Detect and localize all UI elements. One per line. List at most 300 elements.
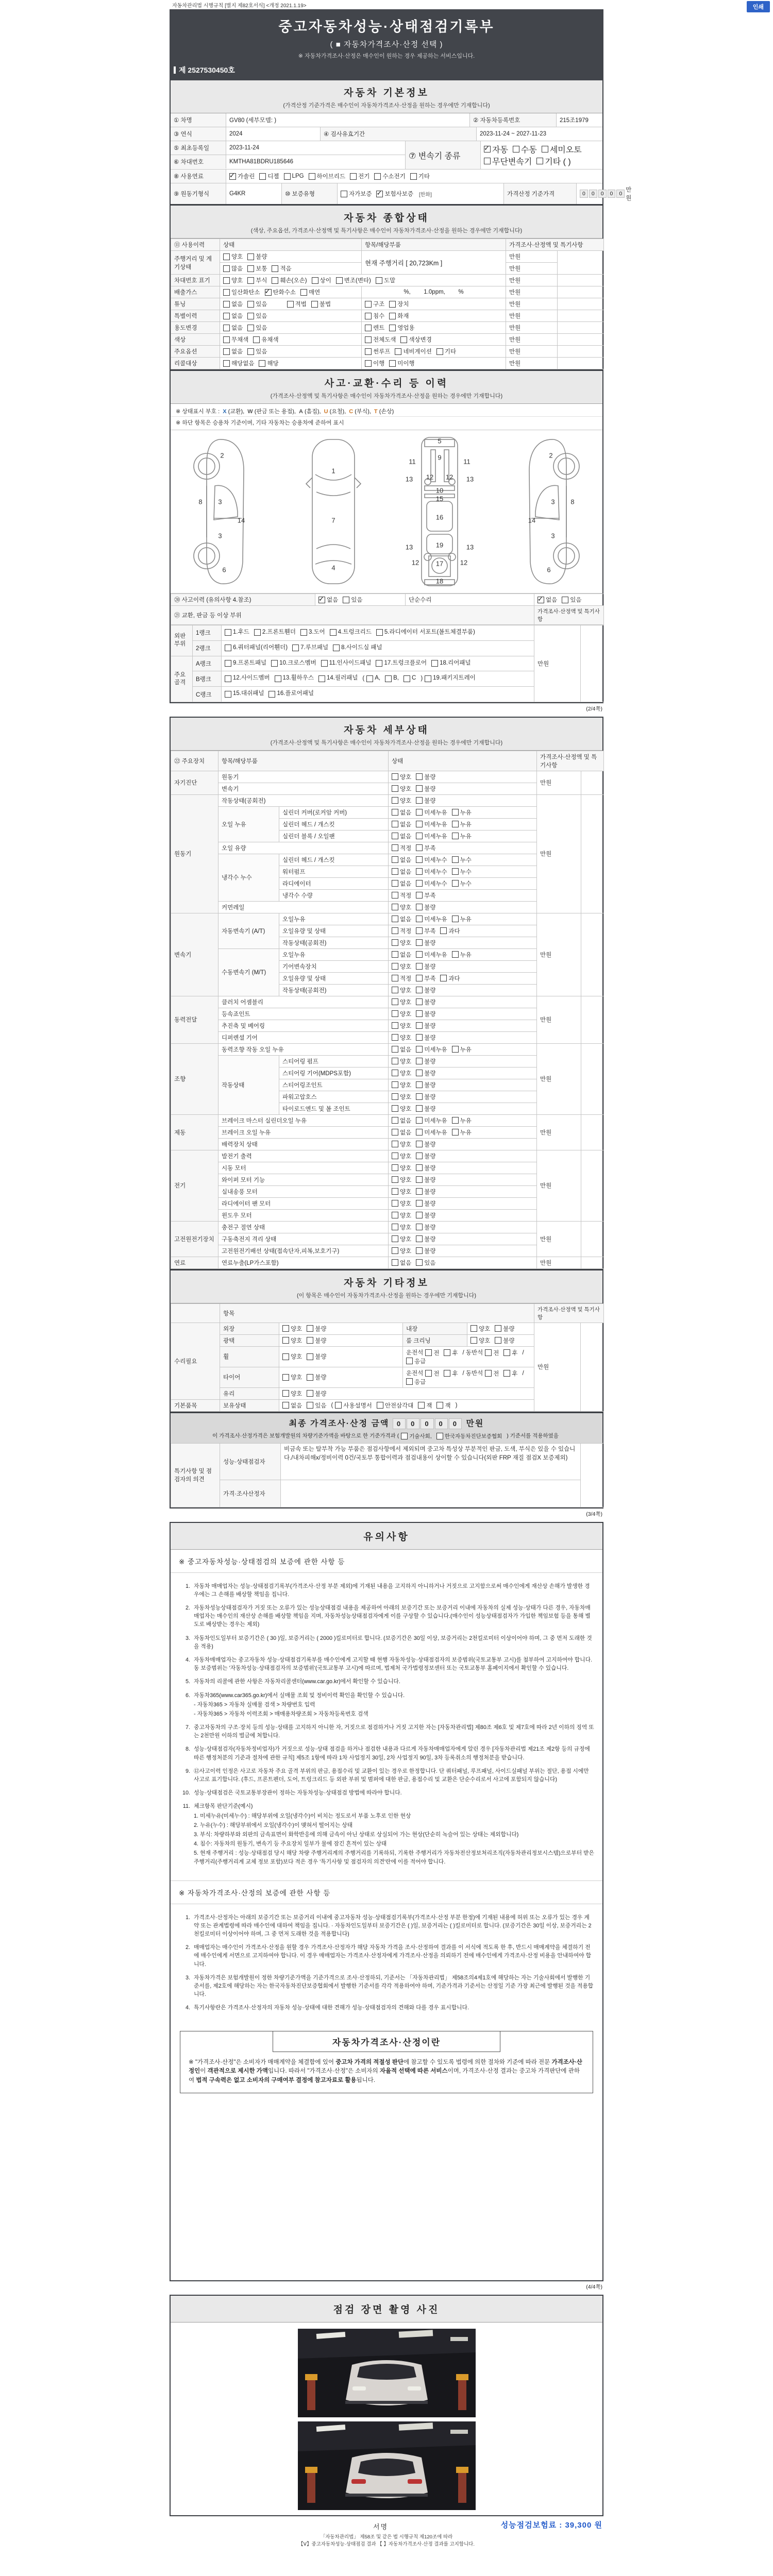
- checkbox-미세누유[interactable]: [416, 1116, 447, 1125]
- checkbox-box[interactable]: [300, 629, 307, 636]
- checkbox-적음[interactable]: [272, 264, 291, 273]
- checkbox-양호[interactable]: [392, 998, 411, 1006]
- checkbox-box[interactable]: [307, 1325, 313, 1332]
- checkbox-box[interactable]: [272, 265, 278, 272]
- checkbox-기타[interactable]: [436, 347, 456, 355]
- checkbox-누유[interactable]: [452, 915, 472, 923]
- checkbox-불량[interactable]: [416, 1235, 435, 1243]
- checkbox-box[interactable]: [389, 313, 396, 319]
- checkbox-box[interactable]: [307, 1390, 313, 1397]
- checkbox-box[interactable]: [485, 1349, 492, 1356]
- checkbox-있음[interactable]: [247, 347, 267, 355]
- checkbox-box[interactable]: [392, 773, 398, 780]
- checkbox-box[interactable]: [392, 939, 398, 946]
- checkbox-box[interactable]: [392, 809, 398, 816]
- checkbox-box[interactable]: [495, 1337, 501, 1344]
- checkbox-box[interactable]: [392, 821, 398, 827]
- checkbox-양호[interactable]: [392, 1223, 411, 1231]
- checkbox-box[interactable]: [392, 844, 398, 851]
- checkbox-box[interactable]: [452, 951, 459, 958]
- checkbox-불량[interactable]: [495, 1336, 514, 1345]
- checkbox-렌트[interactable]: [365, 324, 384, 332]
- checkbox-보통[interactable]: [247, 264, 267, 273]
- checkbox-불량[interactable]: [416, 1010, 435, 1018]
- checkbox-12.사이드멤버[interactable]: [225, 673, 270, 684]
- checkbox-양호[interactable]: [392, 1093, 411, 1101]
- checkbox-11.인사이드패널[interactable]: [321, 658, 372, 669]
- checkbox-양호[interactable]: [392, 1199, 411, 1208]
- checkbox-양호[interactable]: [392, 1140, 411, 1148]
- checkbox-잭[interactable]: [436, 1401, 450, 1410]
- checkbox-box[interactable]: [247, 277, 254, 284]
- checkbox-양호[interactable]: [392, 1188, 411, 1196]
- checkbox-box[interactable]: [395, 348, 401, 355]
- checkbox-box[interactable]: [452, 821, 459, 827]
- checkbox-불량[interactable]: [416, 1022, 435, 1030]
- checkbox-box[interactable]: [392, 1081, 398, 1088]
- checkbox-box[interactable]: [392, 998, 398, 1005]
- checkbox-box[interactable]: [452, 868, 459, 875]
- checkbox-box[interactable]: [436, 1402, 443, 1409]
- checkbox-box[interactable]: [300, 289, 307, 296]
- checkbox-box[interactable]: [416, 809, 423, 816]
- checkbox-미세누수[interactable]: [416, 856, 447, 864]
- checkbox-box[interactable]: [223, 313, 230, 319]
- checkbox-box[interactable]: [223, 360, 230, 367]
- checkbox-전[interactable]: [485, 1369, 499, 1378]
- checkbox-없음[interactable]: [223, 347, 243, 355]
- checkbox-box[interactable]: [247, 265, 254, 272]
- checkbox-양호[interactable]: [392, 1235, 411, 1243]
- checkbox-과다[interactable]: [440, 974, 460, 982]
- checkbox-불량[interactable]: [416, 1176, 435, 1184]
- checkbox-A,[interactable]: [366, 673, 380, 684]
- checkbox-탄화수소[interactable]: [265, 288, 296, 296]
- checkbox-box[interactable]: [376, 191, 383, 197]
- checkbox-box[interactable]: [392, 1105, 398, 1112]
- checkbox-불량[interactable]: [416, 1081, 435, 1089]
- checkbox-box[interactable]: [416, 1010, 423, 1017]
- checkbox-box[interactable]: [406, 1378, 413, 1385]
- checkbox-없음[interactable]: [392, 1259, 411, 1267]
- checkbox-box[interactable]: [377, 1402, 383, 1409]
- checkbox-box[interactable]: [392, 1164, 398, 1171]
- checkbox-구조[interactable]: [365, 300, 384, 308]
- checkbox-box[interactable]: [223, 336, 230, 343]
- checkbox-box[interactable]: [333, 645, 340, 651]
- checkbox-응급[interactable]: [406, 1357, 426, 1365]
- checkbox-양호[interactable]: [392, 1033, 411, 1042]
- checkbox-box[interactable]: [537, 597, 544, 603]
- checkbox-불량[interactable]: [416, 1211, 435, 1219]
- checkbox-box[interactable]: [275, 675, 281, 682]
- checkbox-box[interactable]: [365, 301, 372, 308]
- checkbox-box[interactable]: [416, 1188, 423, 1195]
- checkbox-box[interactable]: [392, 892, 398, 899]
- checkbox-box[interactable]: [259, 360, 265, 367]
- checkbox-양호[interactable]: [392, 1022, 411, 1030]
- checkbox-box[interactable]: [225, 675, 231, 682]
- checkbox-box[interactable]: [223, 301, 230, 308]
- checkbox-전체도색[interactable]: [365, 335, 396, 344]
- checkbox-불량[interactable]: [416, 903, 435, 911]
- checkbox-일산화탄소[interactable]: [223, 288, 260, 296]
- checkbox-box[interactable]: [247, 348, 254, 355]
- checkbox-있음[interactable]: [247, 324, 267, 332]
- checkbox-양호[interactable]: [282, 1389, 302, 1398]
- checkbox-box[interactable]: [416, 1259, 423, 1266]
- checkbox-box[interactable]: [495, 1325, 501, 1332]
- checkbox-box[interactable]: [392, 868, 398, 875]
- checkbox-LPG[interactable]: [284, 173, 304, 180]
- checkbox-box[interactable]: [440, 975, 447, 981]
- checkbox-box[interactable]: [392, 785, 398, 792]
- checkbox-있음[interactable]: [307, 1401, 326, 1410]
- checkbox-미세누유[interactable]: [416, 820, 447, 828]
- checkbox-누수[interactable]: [452, 868, 472, 876]
- checkbox-box[interactable]: [365, 360, 372, 367]
- checkbox-없음[interactable]: [223, 300, 243, 308]
- checkbox-box[interactable]: [307, 1337, 313, 1344]
- checkbox-box[interactable]: [350, 173, 357, 180]
- checkbox-box[interactable]: [416, 1235, 423, 1242]
- checkbox-box[interactable]: [271, 660, 278, 667]
- checkbox-box[interactable]: [268, 691, 275, 698]
- checkbox-없음[interactable]: [392, 808, 411, 817]
- checkbox-불량[interactable]: [307, 1373, 326, 1381]
- checkbox-box[interactable]: [392, 975, 398, 981]
- checkbox-box[interactable]: [385, 675, 392, 682]
- checkbox-불량[interactable]: [307, 1336, 326, 1345]
- checkbox-box[interactable]: [282, 1402, 289, 1409]
- checkbox-양호[interactable]: [282, 1336, 302, 1345]
- checkbox-box[interactable]: [223, 325, 230, 331]
- checkbox-있음[interactable]: [562, 596, 581, 604]
- checkbox-box[interactable]: [470, 1337, 477, 1344]
- checkbox-양호[interactable]: [282, 1352, 302, 1361]
- checkbox-불량[interactable]: [416, 796, 435, 805]
- checkbox-box[interactable]: [452, 856, 459, 863]
- checkbox-box[interactable]: [425, 1349, 432, 1356]
- checkbox-box[interactable]: [272, 277, 278, 284]
- checkbox-8.사이드실 패널[interactable]: [333, 642, 382, 654]
- checkbox-부족[interactable]: [416, 974, 435, 982]
- checkbox-B,[interactable]: [385, 673, 399, 684]
- checkbox-양호[interactable]: [223, 252, 243, 261]
- checkbox-box[interactable]: [416, 833, 423, 839]
- checkbox-box[interactable]: [307, 1353, 313, 1360]
- checkbox-수소전기[interactable]: [374, 172, 405, 180]
- checkbox-box[interactable]: [336, 277, 343, 284]
- checkbox-없음[interactable]: [392, 879, 411, 888]
- checkbox-양호[interactable]: [470, 1336, 490, 1345]
- checkbox-box[interactable]: [247, 313, 254, 319]
- checkbox-box[interactable]: [392, 1034, 398, 1041]
- checkbox-box[interactable]: [287, 301, 294, 308]
- checkbox-자동[interactable]: [484, 143, 508, 155]
- checkbox-box[interactable]: [392, 1070, 398, 1076]
- checkbox-box[interactable]: [485, 1370, 492, 1377]
- checkbox-불량[interactable]: [416, 785, 435, 793]
- checkbox-불량[interactable]: [307, 1389, 326, 1398]
- checkbox-누유[interactable]: [452, 832, 472, 840]
- checkbox-적정[interactable]: [392, 927, 411, 935]
- checkbox-불량[interactable]: [416, 1057, 435, 1065]
- checkbox-box[interactable]: [416, 987, 423, 993]
- checkbox-box[interactable]: [223, 265, 230, 272]
- checkbox-사용설명서[interactable]: [335, 1401, 372, 1410]
- checkbox-디젤[interactable]: [259, 172, 279, 180]
- checkbox-자가보증[interactable]: [341, 190, 372, 198]
- checkbox-box[interactable]: [282, 1374, 289, 1381]
- checkbox-box[interactable]: [416, 1093, 423, 1100]
- checkbox-불량[interactable]: [307, 1325, 326, 1333]
- checkbox-box[interactable]: [392, 880, 398, 887]
- checkbox-box[interactable]: [254, 629, 261, 636]
- checkbox-box[interactable]: [562, 597, 568, 603]
- checkbox-양호[interactable]: [392, 903, 411, 911]
- checkbox-없음[interactable]: [392, 1116, 411, 1125]
- checkbox-box[interactable]: [416, 844, 423, 851]
- checkbox-무채색[interactable]: [223, 335, 248, 344]
- checkbox-불량[interactable]: [416, 773, 435, 781]
- checkbox-box[interactable]: [416, 1058, 423, 1064]
- checkbox-box[interactable]: [425, 1370, 432, 1377]
- checkbox-box[interactable]: [253, 336, 260, 343]
- checkbox-box[interactable]: [247, 301, 254, 308]
- checkbox-box[interactable]: [503, 1370, 510, 1377]
- checkbox-이행[interactable]: [365, 359, 384, 367]
- checkbox-한국자동차진단보증협회[interactable]: [436, 1432, 502, 1440]
- checkbox-불량[interactable]: [416, 986, 435, 994]
- checkbox-box[interactable]: [392, 1022, 398, 1029]
- checkbox-없음[interactable]: [392, 856, 411, 864]
- checkbox-box[interactable]: [225, 691, 231, 698]
- checkbox-13.휠하우스[interactable]: [275, 673, 314, 684]
- checkbox-box[interactable]: [392, 1176, 398, 1183]
- checkbox-box[interactable]: [416, 1034, 423, 1041]
- checkbox-누유[interactable]: [452, 951, 472, 959]
- checkbox-box[interactable]: [318, 675, 325, 682]
- checkbox-있음[interactable]: [416, 1259, 435, 1267]
- checkbox-box[interactable]: [416, 939, 423, 946]
- checkbox-box[interactable]: [392, 856, 398, 863]
- checkbox-box[interactable]: [392, 1141, 398, 1147]
- checkbox-box[interactable]: [392, 1010, 398, 1017]
- checkbox-무단변속기[interactable]: [484, 155, 532, 167]
- checkbox-box[interactable]: [406, 1358, 413, 1364]
- checkbox-box[interactable]: [416, 785, 423, 792]
- checkbox-box[interactable]: [365, 336, 372, 343]
- checkbox-box[interactable]: [376, 277, 382, 284]
- checkbox-box[interactable]: [416, 1117, 423, 1124]
- checkbox-수동[interactable]: [513, 143, 537, 155]
- checkbox-전[interactable]: [485, 1349, 499, 1357]
- checkbox-불량[interactable]: [416, 1033, 435, 1042]
- checkbox-유채색[interactable]: [253, 335, 278, 344]
- checkbox-양호[interactable]: [392, 986, 411, 994]
- checkbox-색상변경[interactable]: [400, 335, 431, 344]
- checkbox-후[interactable]: [444, 1349, 458, 1357]
- checkbox-9.프론트패널[interactable]: [225, 658, 266, 669]
- checkbox-후[interactable]: [444, 1369, 458, 1378]
- checkbox-후[interactable]: [503, 1349, 517, 1357]
- checkbox-기술사회,[interactable]: [401, 1432, 432, 1440]
- checkbox-있음[interactable]: [247, 300, 267, 308]
- checkbox-미세누유[interactable]: [416, 832, 447, 840]
- checkbox-적정[interactable]: [392, 844, 411, 852]
- checkbox-box[interactable]: [284, 173, 291, 180]
- checkbox-box[interactable]: [416, 856, 423, 863]
- checkbox-box[interactable]: [452, 880, 459, 887]
- checkbox-14.필러패널[interactable]: [318, 673, 358, 684]
- checkbox-불량[interactable]: [495, 1325, 514, 1333]
- checkbox-box[interactable]: [416, 1105, 423, 1112]
- checkbox-침수[interactable]: [365, 312, 384, 320]
- checkbox-box[interactable]: [416, 880, 423, 887]
- checkbox-box[interactable]: [416, 1070, 423, 1076]
- checkbox-box[interactable]: [223, 253, 230, 260]
- checkbox-box[interactable]: [392, 963, 398, 970]
- checkbox-box[interactable]: [392, 951, 398, 958]
- checkbox-box[interactable]: [440, 927, 447, 934]
- checkbox-불량[interactable]: [416, 1093, 435, 1101]
- checkbox-box[interactable]: [416, 1212, 423, 1218]
- checkbox-box[interactable]: [392, 987, 398, 993]
- checkbox-box[interactable]: [401, 1433, 408, 1439]
- checkbox-box[interactable]: [259, 173, 266, 180]
- checkbox-6.쿼터패널(리어휀더)[interactable]: [225, 642, 288, 654]
- checkbox-불량[interactable]: [307, 1352, 326, 1361]
- checkbox-세미오토[interactable]: [542, 143, 582, 155]
- checkbox-미세누유[interactable]: [416, 808, 447, 817]
- checkbox-양호[interactable]: [392, 1211, 411, 1219]
- checkbox-많음[interactable]: [223, 264, 243, 273]
- checkbox-누유[interactable]: [452, 820, 472, 828]
- checkbox-불량[interactable]: [416, 1140, 435, 1148]
- checkbox-없음[interactable]: [392, 1045, 411, 1054]
- checkbox-box[interactable]: [392, 1212, 398, 1218]
- checkbox-box[interactable]: [484, 146, 491, 152]
- checkbox-box[interactable]: [247, 325, 254, 331]
- checkbox-box[interactable]: [389, 325, 396, 331]
- checkbox-box[interactable]: [223, 289, 230, 296]
- checkbox-box[interactable]: [225, 660, 231, 667]
- checkbox-box[interactable]: [416, 868, 423, 875]
- checkbox-box[interactable]: [282, 1337, 289, 1344]
- checkbox-불량[interactable]: [416, 939, 435, 947]
- checkbox-7.루브패널[interactable]: [292, 642, 328, 654]
- checkbox-box[interactable]: [374, 173, 381, 180]
- checkbox-있음[interactable]: [247, 312, 267, 320]
- checkbox-5.라디에이터 서포트(볼트체결부품)[interactable]: [376, 627, 475, 638]
- checkbox-box[interactable]: [484, 158, 491, 164]
- checkbox-해당[interactable]: [259, 359, 278, 367]
- checkbox-없음[interactable]: [392, 915, 411, 923]
- checkbox-box[interactable]: [223, 348, 230, 355]
- checkbox-box[interactable]: [436, 1433, 443, 1439]
- checkbox-양호[interactable]: [392, 1010, 411, 1018]
- checkbox-box[interactable]: [416, 927, 423, 934]
- checkbox-box[interactable]: [282, 1390, 289, 1397]
- checkbox-box[interactable]: [223, 277, 230, 284]
- checkbox-box[interactable]: [416, 951, 423, 958]
- checkbox-box[interactable]: [365, 313, 372, 319]
- checkbox-box[interactable]: [265, 289, 272, 296]
- checkbox-없음[interactable]: [392, 1128, 411, 1137]
- checkbox-부족[interactable]: [416, 927, 435, 935]
- checkbox-전[interactable]: [425, 1369, 439, 1378]
- checkbox-적정[interactable]: [392, 891, 411, 900]
- checkbox-box[interactable]: [365, 325, 372, 331]
- checkbox-화재[interactable]: [389, 312, 409, 320]
- checkbox-양호[interactable]: [392, 1069, 411, 1077]
- checkbox-box[interactable]: [416, 1164, 423, 1171]
- checkbox-box[interactable]: [392, 1058, 398, 1064]
- checkbox-box[interactable]: [392, 1235, 398, 1242]
- checkbox-box[interactable]: [330, 629, 337, 636]
- checkbox-box[interactable]: [503, 1349, 510, 1356]
- checkbox-box[interactable]: [392, 1153, 398, 1159]
- checkbox-box[interactable]: [416, 1129, 423, 1136]
- checkbox-네비게이션[interactable]: [395, 347, 432, 355]
- checkbox-없음[interactable]: [318, 596, 338, 604]
- checkbox-가솔린[interactable]: [229, 172, 255, 180]
- checkbox-C[interactable]: [404, 673, 416, 684]
- checkbox-불량[interactable]: [416, 1199, 435, 1208]
- checkbox-box[interactable]: [410, 173, 417, 180]
- checkbox-box[interactable]: [425, 675, 431, 682]
- checkbox-해당없음[interactable]: [223, 359, 254, 367]
- checkbox-있음[interactable]: [343, 596, 362, 604]
- checkbox-17.트렁크플로어[interactable]: [376, 658, 427, 669]
- checkbox-box[interactable]: [416, 773, 423, 780]
- checkbox-box[interactable]: [416, 1247, 423, 1254]
- checkbox-전[interactable]: [425, 1349, 439, 1357]
- checkbox-box[interactable]: [392, 927, 398, 934]
- checkbox-양호[interactable]: [392, 1152, 411, 1160]
- checkbox-전기[interactable]: [350, 172, 369, 180]
- checkbox-box[interactable]: [392, 1188, 398, 1195]
- checkbox-box[interactable]: [392, 1093, 398, 1100]
- checkbox-양호[interactable]: [392, 1057, 411, 1065]
- checkbox-box[interactable]: [341, 191, 347, 197]
- checkbox-없음[interactable]: [392, 951, 411, 959]
- checkbox-변조(변타)[interactable]: [336, 276, 371, 284]
- checkbox-box[interactable]: [389, 301, 396, 308]
- checkbox-부식[interactable]: [247, 276, 267, 284]
- checkbox-불량[interactable]: [416, 962, 435, 971]
- checkbox-box[interactable]: [392, 1224, 398, 1230]
- checkbox-2.프론트휀더[interactable]: [254, 627, 296, 638]
- checkbox-없음[interactable]: [282, 1401, 302, 1410]
- checkbox-훼손(오손)[interactable]: [272, 276, 307, 284]
- checkbox-양호[interactable]: [392, 1176, 411, 1184]
- checkbox-box[interactable]: [392, 1200, 398, 1207]
- checkbox-box[interactable]: [366, 675, 373, 682]
- checkbox-없음[interactable]: [392, 820, 411, 828]
- checkbox-box[interactable]: [389, 360, 396, 367]
- checkbox-미세누유[interactable]: [416, 951, 447, 959]
- checkbox-미세누유[interactable]: [416, 1128, 447, 1137]
- checkbox-양호[interactable]: [392, 785, 411, 793]
- checkbox-양호[interactable]: [392, 1081, 411, 1089]
- checkbox-box[interactable]: [321, 660, 328, 667]
- checkbox-box[interactable]: [416, 904, 423, 910]
- checkbox-잭[interactable]: [418, 1401, 432, 1410]
- checkbox-box[interactable]: [292, 645, 299, 651]
- checkbox-미세누유[interactable]: [416, 1045, 447, 1054]
